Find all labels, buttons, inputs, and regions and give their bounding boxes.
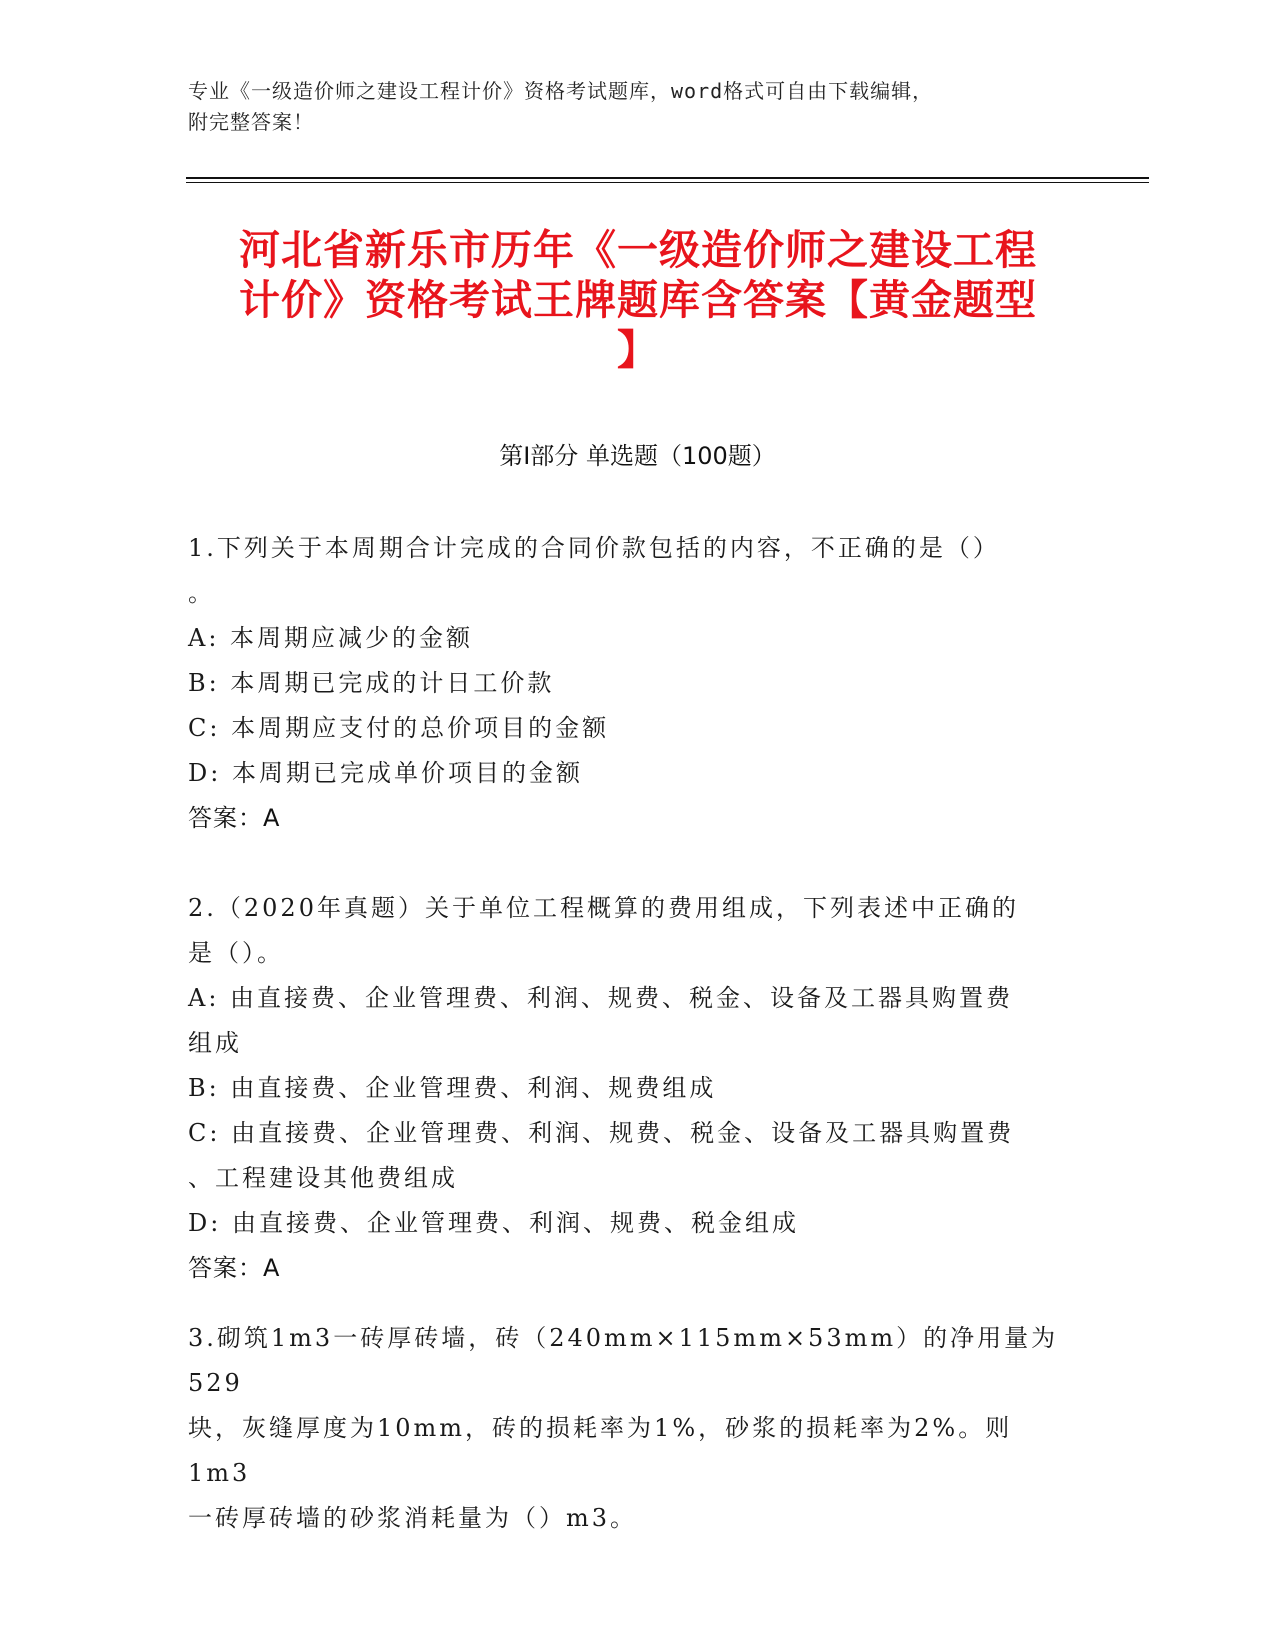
answer: 答案：A — [188, 1254, 281, 1282]
title-line: 河北省新乐市历年《一级造价师之建设工程 — [239, 226, 1037, 274]
question-3 — [188, 1316, 1068, 1541]
option-c: C: 本周期应支付的总价项目的金额 — [188, 714, 610, 742]
section-heading: 第Ⅰ部分 单选题（100题） — [499, 442, 776, 470]
option-a: A: 由直接费、企业管理费、利润、规费、税金、设备及工器具购置费 — [188, 984, 1014, 1012]
header-rule-thin — [186, 182, 1149, 183]
question-stem: 3.砌筑1m3一砖厚砖墙，砖（240mm×115mm×53mm）的净用量为529 — [188, 1324, 1059, 1397]
answer: 答案：A — [188, 804, 281, 832]
title-line: 计价》资格考试王牌题库含答案【黄金题型 — [239, 276, 1037, 324]
title-line: 】 — [617, 326, 659, 374]
header-rule — [186, 177, 1149, 179]
option-c-continued: 、工程建设其他费组成 — [188, 1164, 458, 1192]
option-c: C: 由直接费、企业管理费、利润、规费、税金、设备及工器具购置费 — [188, 1119, 1015, 1147]
option-d: D: 由直接费、企业管理费、利润、规费、税金组成 — [188, 1209, 799, 1237]
question-stem: 2.（2020年真题）关于单位工程概算的费用组成，下列表述中正确的 — [188, 894, 1019, 922]
header-note-line: 附完整答案！ — [188, 110, 314, 134]
question-stem: 是（）。 — [188, 939, 284, 967]
question-2 — [188, 886, 1068, 1291]
option-d: D: 本周期已完成单价项目的金额 — [188, 759, 583, 787]
document-title — [198, 225, 1078, 375]
option-b: B: 本周期已完成的计日工价款 — [188, 669, 555, 697]
question-stem: 。 — [188, 579, 215, 607]
question-stem: 块，灰缝厚度为10mm，砖的损耗率为1%，砂浆的损耗率为2%。则1m3 — [188, 1414, 1013, 1487]
header-note-line: 专业《一级造价师之建设工程计价》资格考试题库，word格式可自由下载编辑， — [188, 79, 934, 103]
question-1 — [188, 526, 1068, 841]
option-a-continued: 组成 — [188, 1029, 242, 1057]
option-b: B: 由直接费、企业管理费、利润、规费组成 — [188, 1074, 717, 1102]
question-stem: 一砖厚砖墙的砂浆消耗量为（）m3。 — [188, 1504, 638, 1532]
header-note — [188, 76, 1068, 138]
question-stem: 1.下列关于本周期合计完成的合同价款包括的内容，不正确的是（） — [188, 534, 1000, 562]
option-a: A: 本周期应减少的金额 — [188, 624, 474, 652]
